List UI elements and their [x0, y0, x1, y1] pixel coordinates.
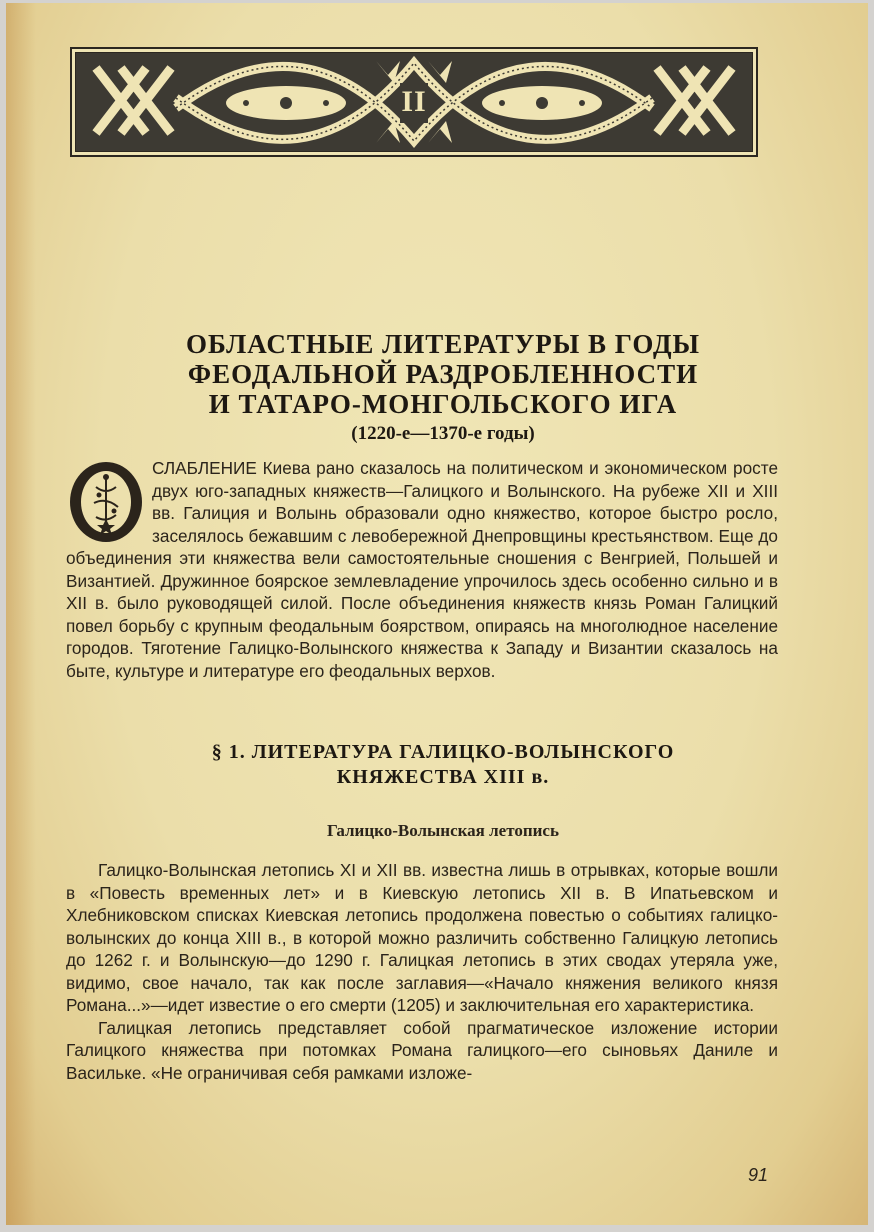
subsection-title: Галицко-Волынская летопись [327, 821, 559, 840]
chapter-title-line: И ТАТАРО-МОНГОЛЬСКОГО ИГА [208, 389, 678, 419]
chapter-title-line: ОБЛАСТНЫЕ ЛИТЕРАТУРЫ В ГОДЫ [185, 329, 701, 359]
book-page [6, 3, 868, 1225]
paragraph: Галицкая летопись представляет собой прагматическое изложение истории Галицкого княжества при потомках Романа галицкого—его сыновьях Даниле и Васильке. «Не ограничивая себя рамками изложе- [66, 1017, 778, 1083]
intro-paragraph [66, 457, 778, 682]
chapter-numeral: II [401, 85, 427, 118]
paragraph: Галицко-Волынская летопись XI и XII вв. известна лишь в отрывках, которые вошли в «Повесть временных лет» и в Киевскую летопись XII в. В Ипатьевском и Хлебниковском списках Киевская летопись продолжена повестью о событиях галицко-волынских до конца XIII в., в которой можно различить собственно Галицкую летопись до 1262 г. и Волынскую—до 1290 г. Галицкая летопись в этих сводах утеряла уже, видимо, свое начало, так как после заглавия—«Начало княжения великого князя Романа...»—идет известие о его смерти (1205) и заключительная его характеристика. [66, 860, 778, 1015]
page-number: 91 [748, 1165, 769, 1185]
chapter-ornament-banner [70, 47, 758, 157]
chapter-years: (1220-е—1370-е годы) [351, 423, 535, 444]
chapter-title-line: ФЕОДАЛЬНОЙ РАЗДРОБЛЕННОСТИ [187, 359, 699, 389]
section-title-line: КНЯЖЕСТВА XIII в. [336, 766, 550, 788]
section-title-line: § 1. ЛИТЕРАТУРА ГАЛИЦКО-ВОЛЫНСКОГО [211, 741, 675, 763]
chapter-title [6, 329, 874, 445]
section-body [66, 859, 778, 1084]
section-title [6, 740, 874, 790]
decorated-initial-o-icon [66, 459, 146, 545]
intro-text: СЛАБЛЕНИЕ Киева рано сказалось на политическом и экономическом росте двух юго-западных княжеств—Галицкого и Волынского. На рубеже XII и XIII вв. Галиция и Волынь образовали одно княжество, которое быстро росло, заселялось бежавшим с левобережной Днепровщины крестьянством. Еще до объединения эти княжества вели самостоятельные сношения с Венгрией, Польшей и Византией. Дружинное боярское землевладение упрочилось здесь особенно сильно и в XII в. было руководящей силой. После объединения княжеств князь Роман Галицкий повел борьбу с крупным феодальным боярством, опираясь на многолюдное население городов. Тяготение Галицко-Волынского княжества к Западу и Византии сказалось на быте, культуре и литературе его феодальных верхов. [66, 458, 778, 681]
